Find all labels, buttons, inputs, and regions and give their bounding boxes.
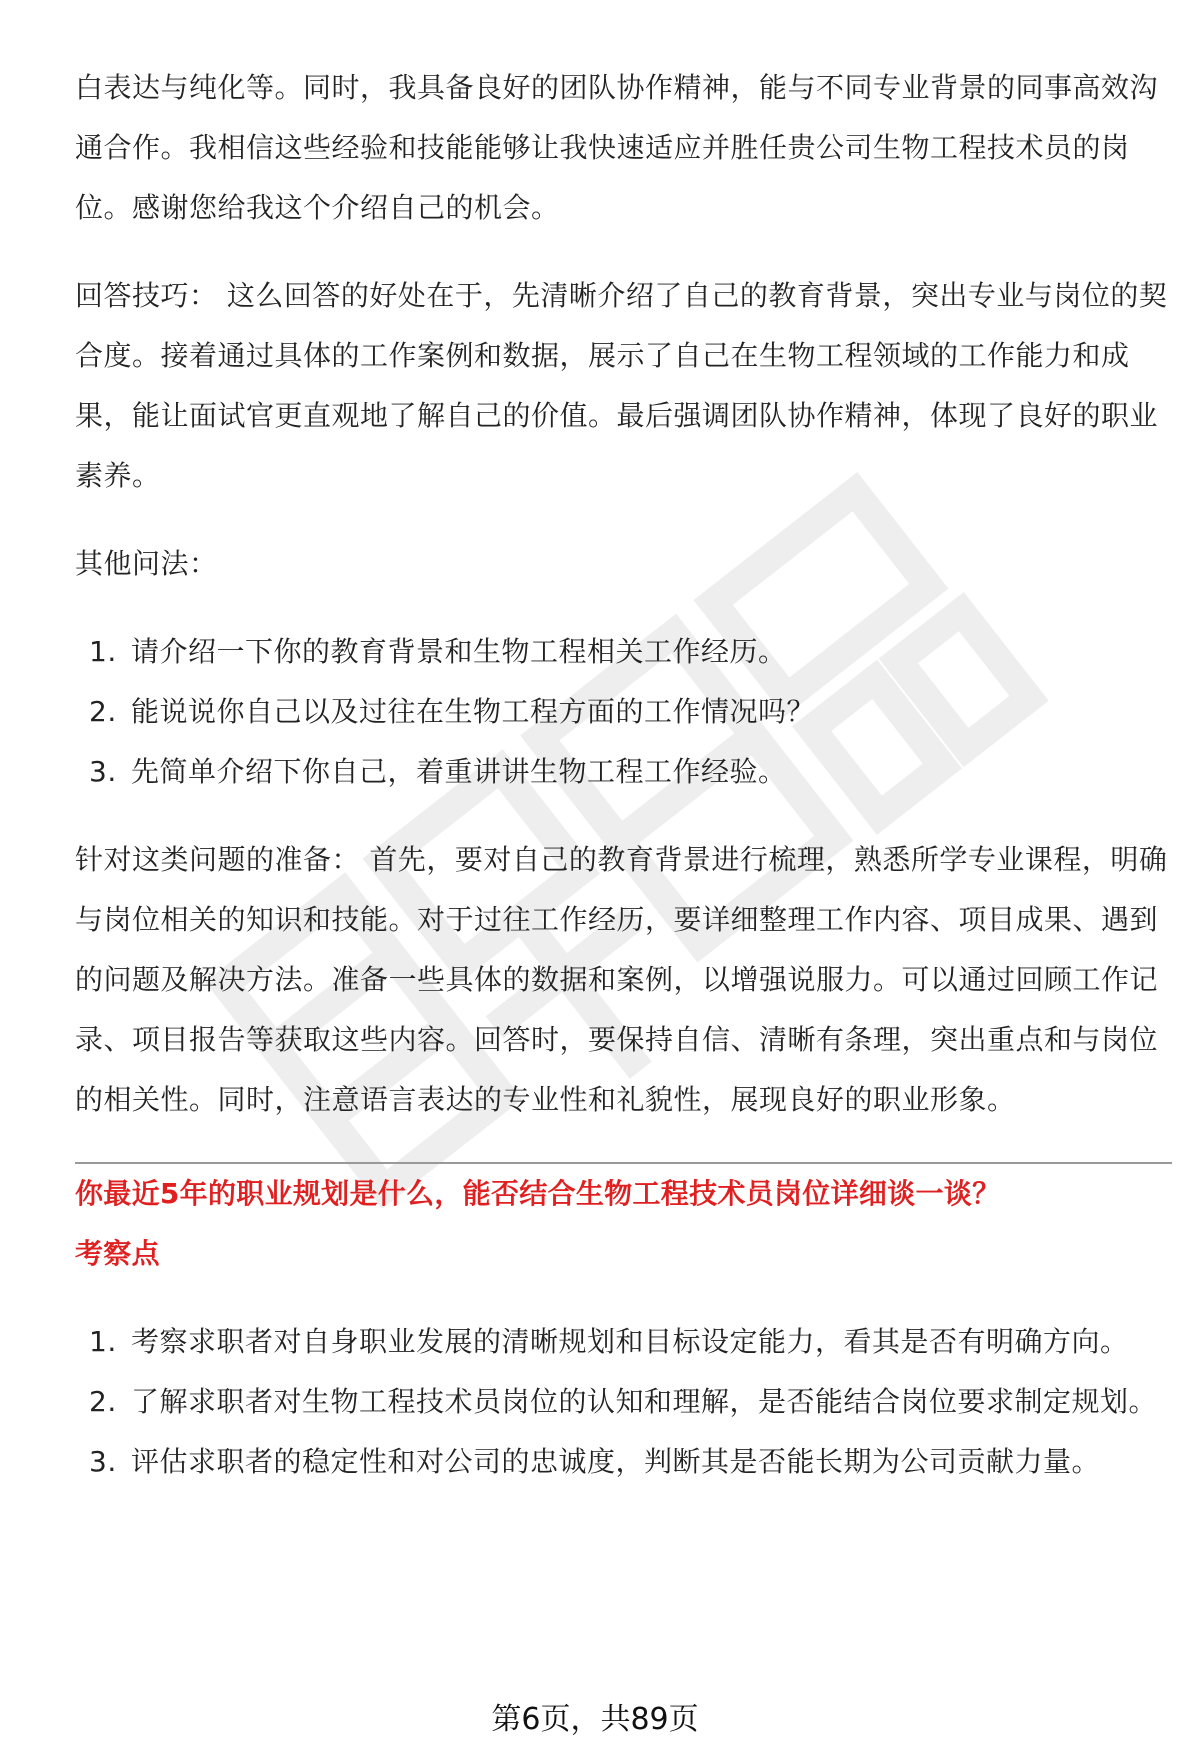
list-item <box>75 1372 1175 1432</box>
list-item <box>75 1432 1175 1492</box>
document-page <box>75 58 1175 1492</box>
other-questions-list <box>75 622 1175 802</box>
answer-tips-paragraph: 回答技巧： 这么回答的好处在于，先清晰介绍了自己的教育背景，突出专业与岗位的契合度。接着通过具体的工作案例和数据，展示了自己在生物工程领域的工作能力和成果，能让面试官更直观地了解自己的价值。最后强调团队协作精神，体现了良好的职业素养。 <box>75 279 1168 492</box>
question-title: 你最近5年的职业规划是什么，能否结合生物工程技术员岗位详细谈一谈？ <box>75 1177 1001 1210</box>
list-item-text: 评估求职者的稳定性和对公司的忠诚度，判断其是否能长期为公司贡献力量。 <box>131 1445 1101 1478</box>
list-item-text: 能说说你自己以及过往在生物工程方面的工作情况吗？ <box>131 695 816 728</box>
list-item <box>75 1312 1175 1372</box>
other-questions-heading: 其他问法： <box>75 547 218 580</box>
intro-paragraph: 白表达与纯化等。同时，我具备良好的团队协作精神，能与不同专业背景的同事高效沟通合作。我相信这些经验和技能能够让我快速适应并胜任贵公司生物工程技术员的岗位。感谢您给我这个介绍自己的机会。 <box>75 71 1159 224</box>
list-item <box>75 622 1175 682</box>
page-footer: 第6页，共89页 <box>491 1702 699 1737</box>
list-item-number: 2. <box>89 695 117 728</box>
list-item-text: 了解求职者对生物工程技术员岗位的认知和理解，是否能结合岗位要求制定规划。 <box>131 1385 1158 1418</box>
list-item <box>75 682 1175 742</box>
list-item-number: 1. <box>89 635 117 668</box>
question-subtitle: 考察点 <box>75 1237 160 1270</box>
list-item-number: 3. <box>89 1445 117 1478</box>
list-item-number: 3. <box>89 755 117 788</box>
list-item-number: 1. <box>89 1325 117 1358</box>
assessment-points-list <box>75 1312 1175 1492</box>
preparation-paragraph: 针对这类问题的准备： 首先，要对自己的教育背景进行梳理，熟悉所学专业课程，明确与岗位相关的知识和技能。对于过往工作经历，要详细整理工作内容、项目成果、遇到的问题及解决方法。准备一些具体的数据和案例，以增强说服力。可以通过回顾工作记录、项目报告等获取这些内容。回答时，要保持自信、清晰有条理，突出重点和与岗位的相关性。同时，注意语言表达的专业性和礼貌性，展现良好的职业形象。 <box>75 843 1168 1116</box>
list-item-number: 2. <box>89 1385 117 1418</box>
list-item-text: 先简单介绍下你自己，着重讲讲生物工程工作经验。 <box>131 755 787 788</box>
list-item-text: 请介绍一下你的教育背景和生物工程相关工作经历。 <box>131 635 787 668</box>
list-item <box>75 742 1175 802</box>
list-item-text: 考察求职者对自身职业发展的清晰规划和目标设定能力，看其是否有明确方向。 <box>131 1325 1129 1358</box>
